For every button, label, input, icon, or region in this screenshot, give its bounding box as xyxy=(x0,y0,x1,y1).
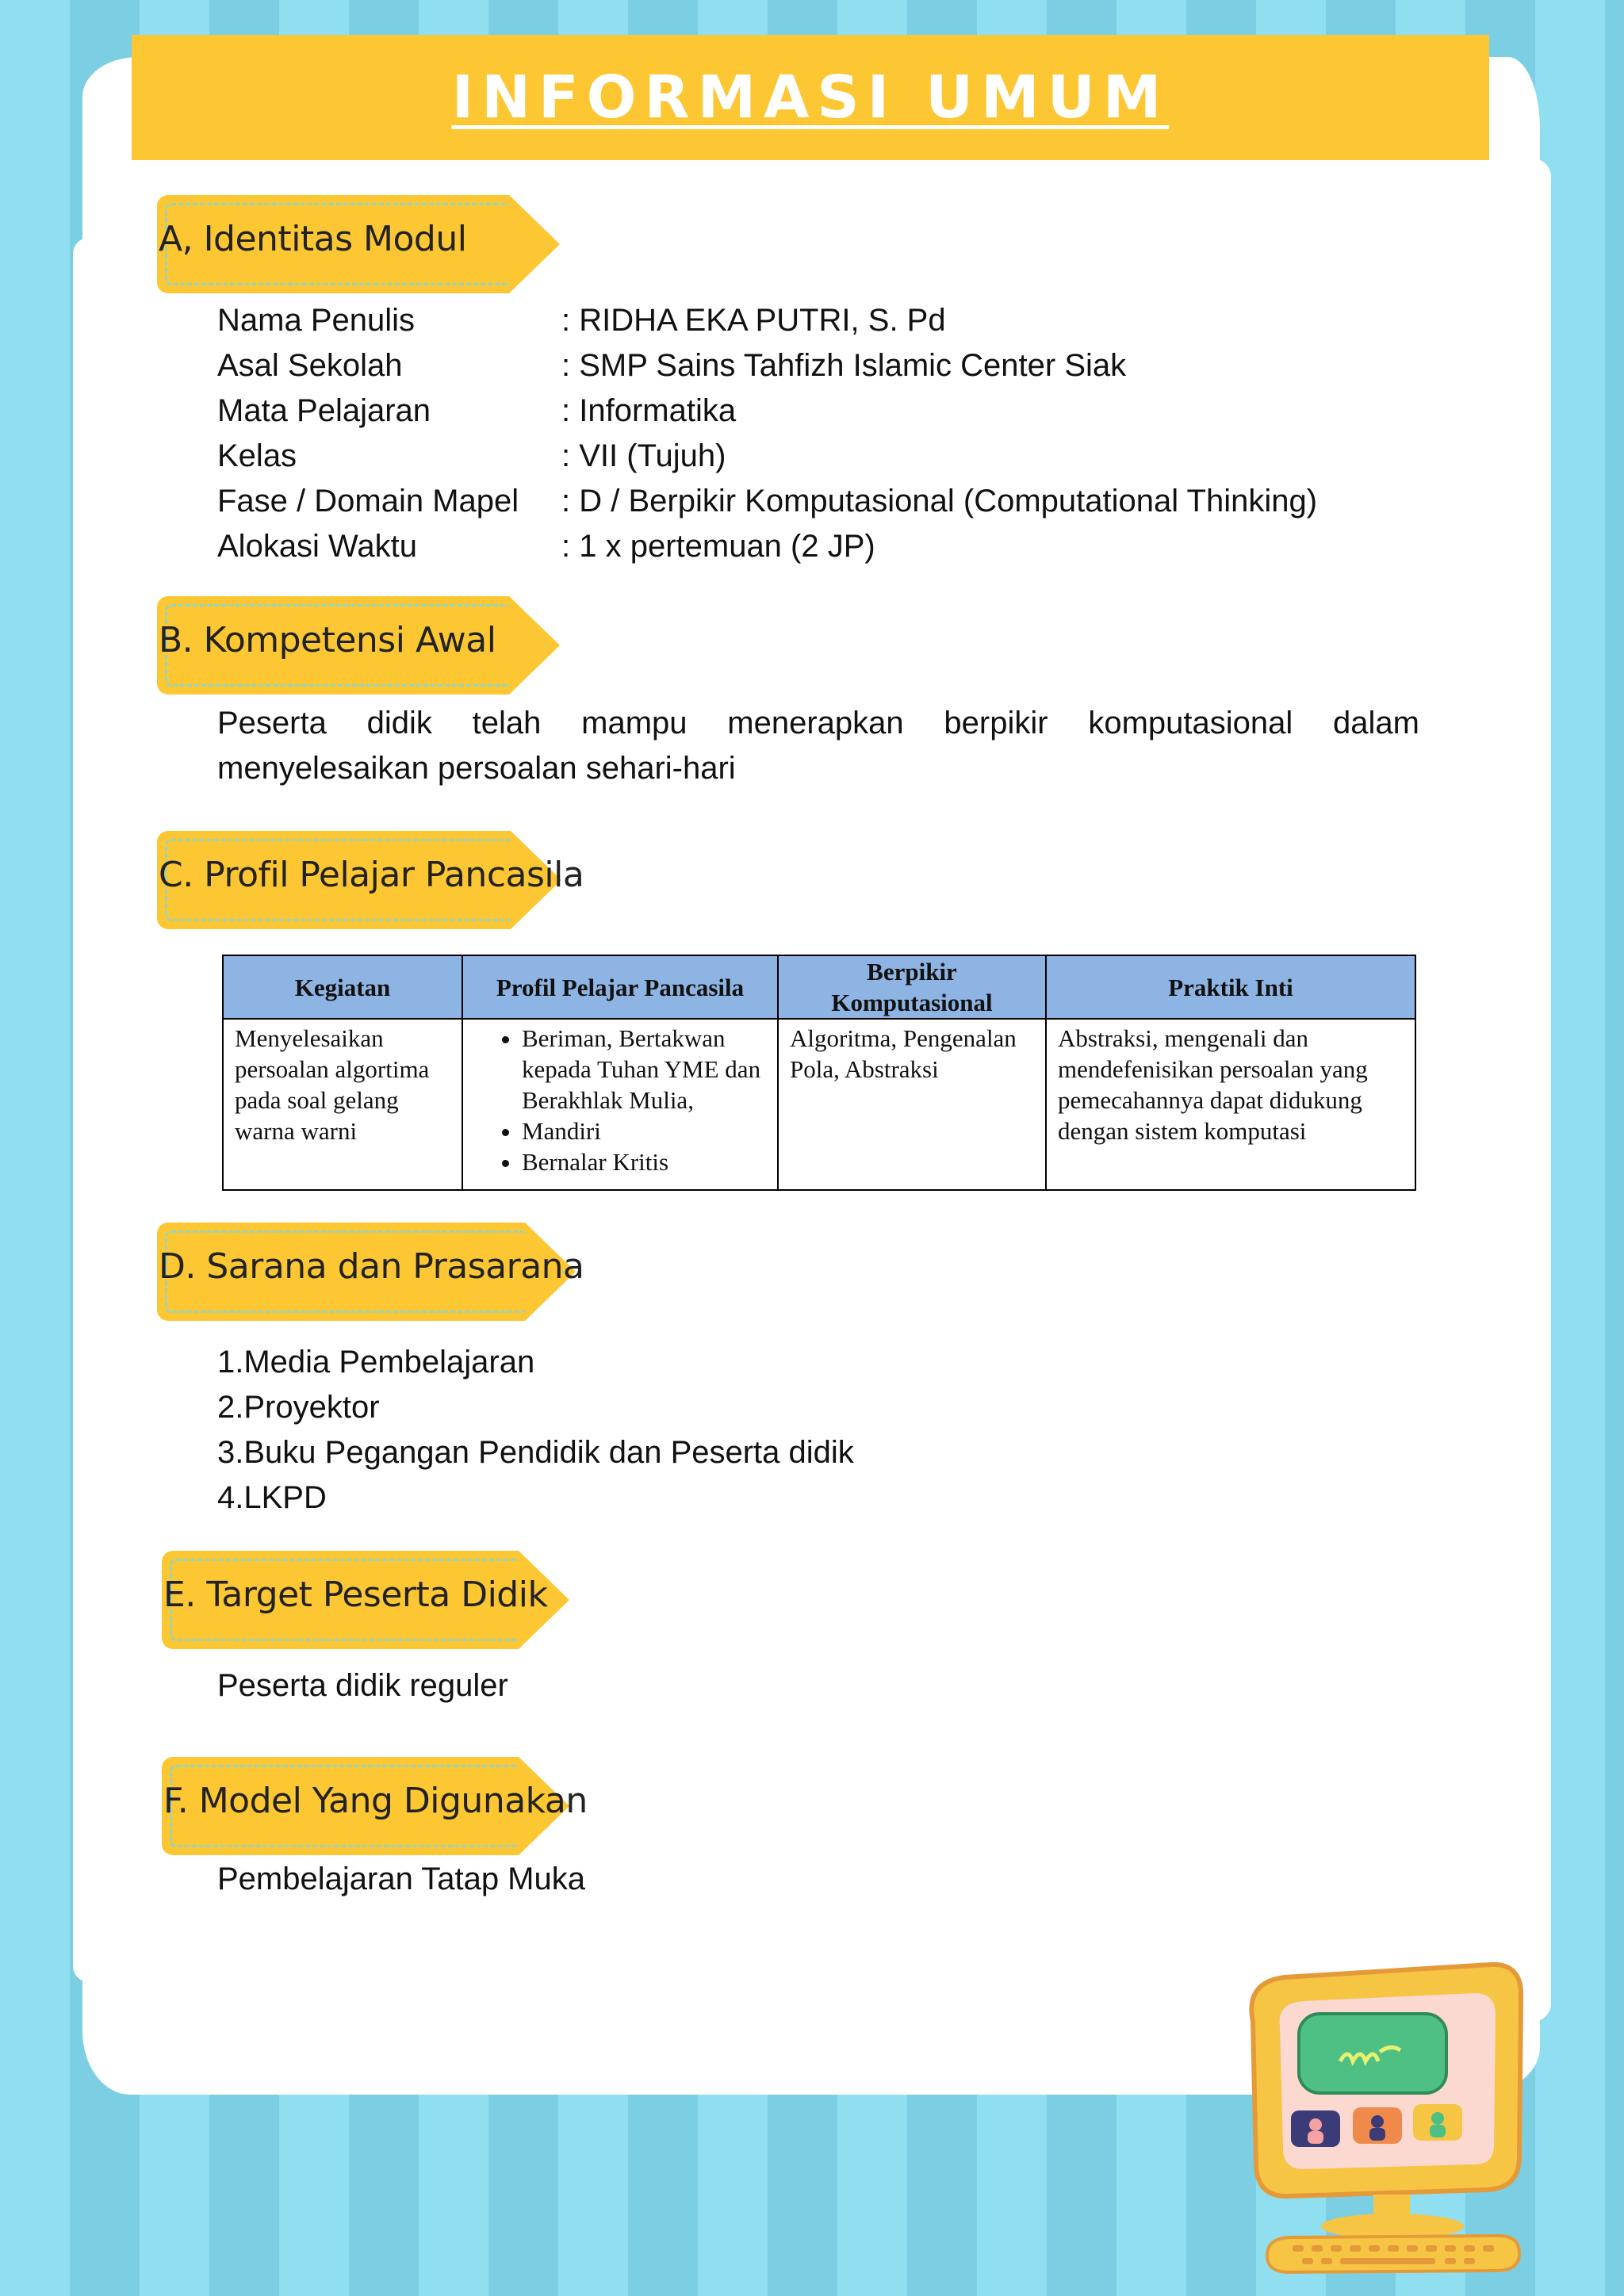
section-b-heading: B. Kompetensi Awal xyxy=(159,620,496,660)
target-text: Peserta didik reguler xyxy=(217,1668,508,1703)
section-c-heading: C. Profil Pelajar Pancasila xyxy=(159,855,584,895)
table-header: Kegiatan xyxy=(223,955,462,1019)
praktik-cell: Abstraksi, mengenali dan mendefenisikan persoalan yang pemecahannya dapat didukung dengan sistem komputasi xyxy=(1046,1019,1415,1190)
identity-row xyxy=(217,438,726,474)
section-a-heading: A, Identitas Modul xyxy=(159,219,467,259)
table-header: Praktik Inti xyxy=(1046,955,1415,1019)
list-item: 3.Buku Pegangan Pendidik dan Peserta didik xyxy=(217,1435,854,1470)
title-banner xyxy=(132,35,1489,160)
page-title: INFORMASI UMUM xyxy=(451,63,1170,132)
list-item: • Mandiri xyxy=(522,1115,766,1146)
identity-value: : SMP Sains Tahfizh Islamic Center Siak xyxy=(561,348,1127,383)
list-item: • Beriman, Bertakwan kepada Tuhan YME dan Berakhlak Mulia, xyxy=(522,1023,766,1115)
identity-label: Nama Penulis xyxy=(217,303,416,338)
section-e-heading: E. Target Peserta Didik xyxy=(163,1575,548,1615)
profil-list xyxy=(474,1023,766,1177)
identity-value: : D / Berpikir Komputasional (Computational Thinking) xyxy=(561,484,1318,519)
kegiatan-cell: Menyelesaikan persoalan algortima pada soal gelang warna warni xyxy=(223,1019,462,1190)
list-item: 2.Proyektor xyxy=(217,1390,380,1425)
identity-row xyxy=(217,393,737,429)
table-row xyxy=(223,1019,1415,1190)
identity-label: Mata Pelajaran xyxy=(217,393,431,428)
identity-value: : 1 x pertemuan (2 JP) xyxy=(561,529,875,564)
model-text: Pembelajaran Tatap Muka xyxy=(217,1862,585,1896)
identity-label: Kelas xyxy=(217,438,297,473)
identity-value: : RIDHA EKA PUTRI, S. Pd xyxy=(561,303,946,338)
table-header: Profil Pelajar Pancasila xyxy=(462,955,778,1019)
identity-value: : Informatika xyxy=(561,393,737,428)
identity-row xyxy=(217,484,1318,519)
paper-edge-left xyxy=(73,238,105,1982)
list-item: • Bernalar Kritis xyxy=(522,1146,766,1177)
list-item: 1.Media Pembelajaran xyxy=(217,1345,535,1380)
identity-label: Asal Sekolah xyxy=(217,348,403,383)
section-d-heading: D. Sarana dan Prasarana xyxy=(159,1246,584,1287)
identity-label: Alokasi Waktu xyxy=(217,529,417,564)
identity-label: Fase / Domain Mapel xyxy=(217,484,519,519)
identity-value: : VII (Tujuh) xyxy=(561,438,726,473)
identity-row xyxy=(217,529,875,564)
kompetensi-text: Peserta didik telah mampu menerapkan berpikir komputasional dalam menyelesaikan persoalan sehari-hari xyxy=(217,706,1419,786)
identity-row xyxy=(217,348,1127,384)
paper-edge-right xyxy=(1515,159,1551,2022)
list-item: 4.LKPD xyxy=(217,1480,327,1515)
profil-table xyxy=(222,955,1416,1191)
computer-monitor-illustration xyxy=(1237,1958,1530,2283)
section-f-heading: F. Model Yang Digunakan xyxy=(163,1781,588,1821)
profil-cell xyxy=(462,1019,778,1190)
berpikir-cell: Algoritma, Pengenalan Pola, Abstraksi xyxy=(778,1019,1046,1190)
identity-row xyxy=(217,303,946,339)
table-header: Berpikir Komputasional xyxy=(778,955,1046,1019)
